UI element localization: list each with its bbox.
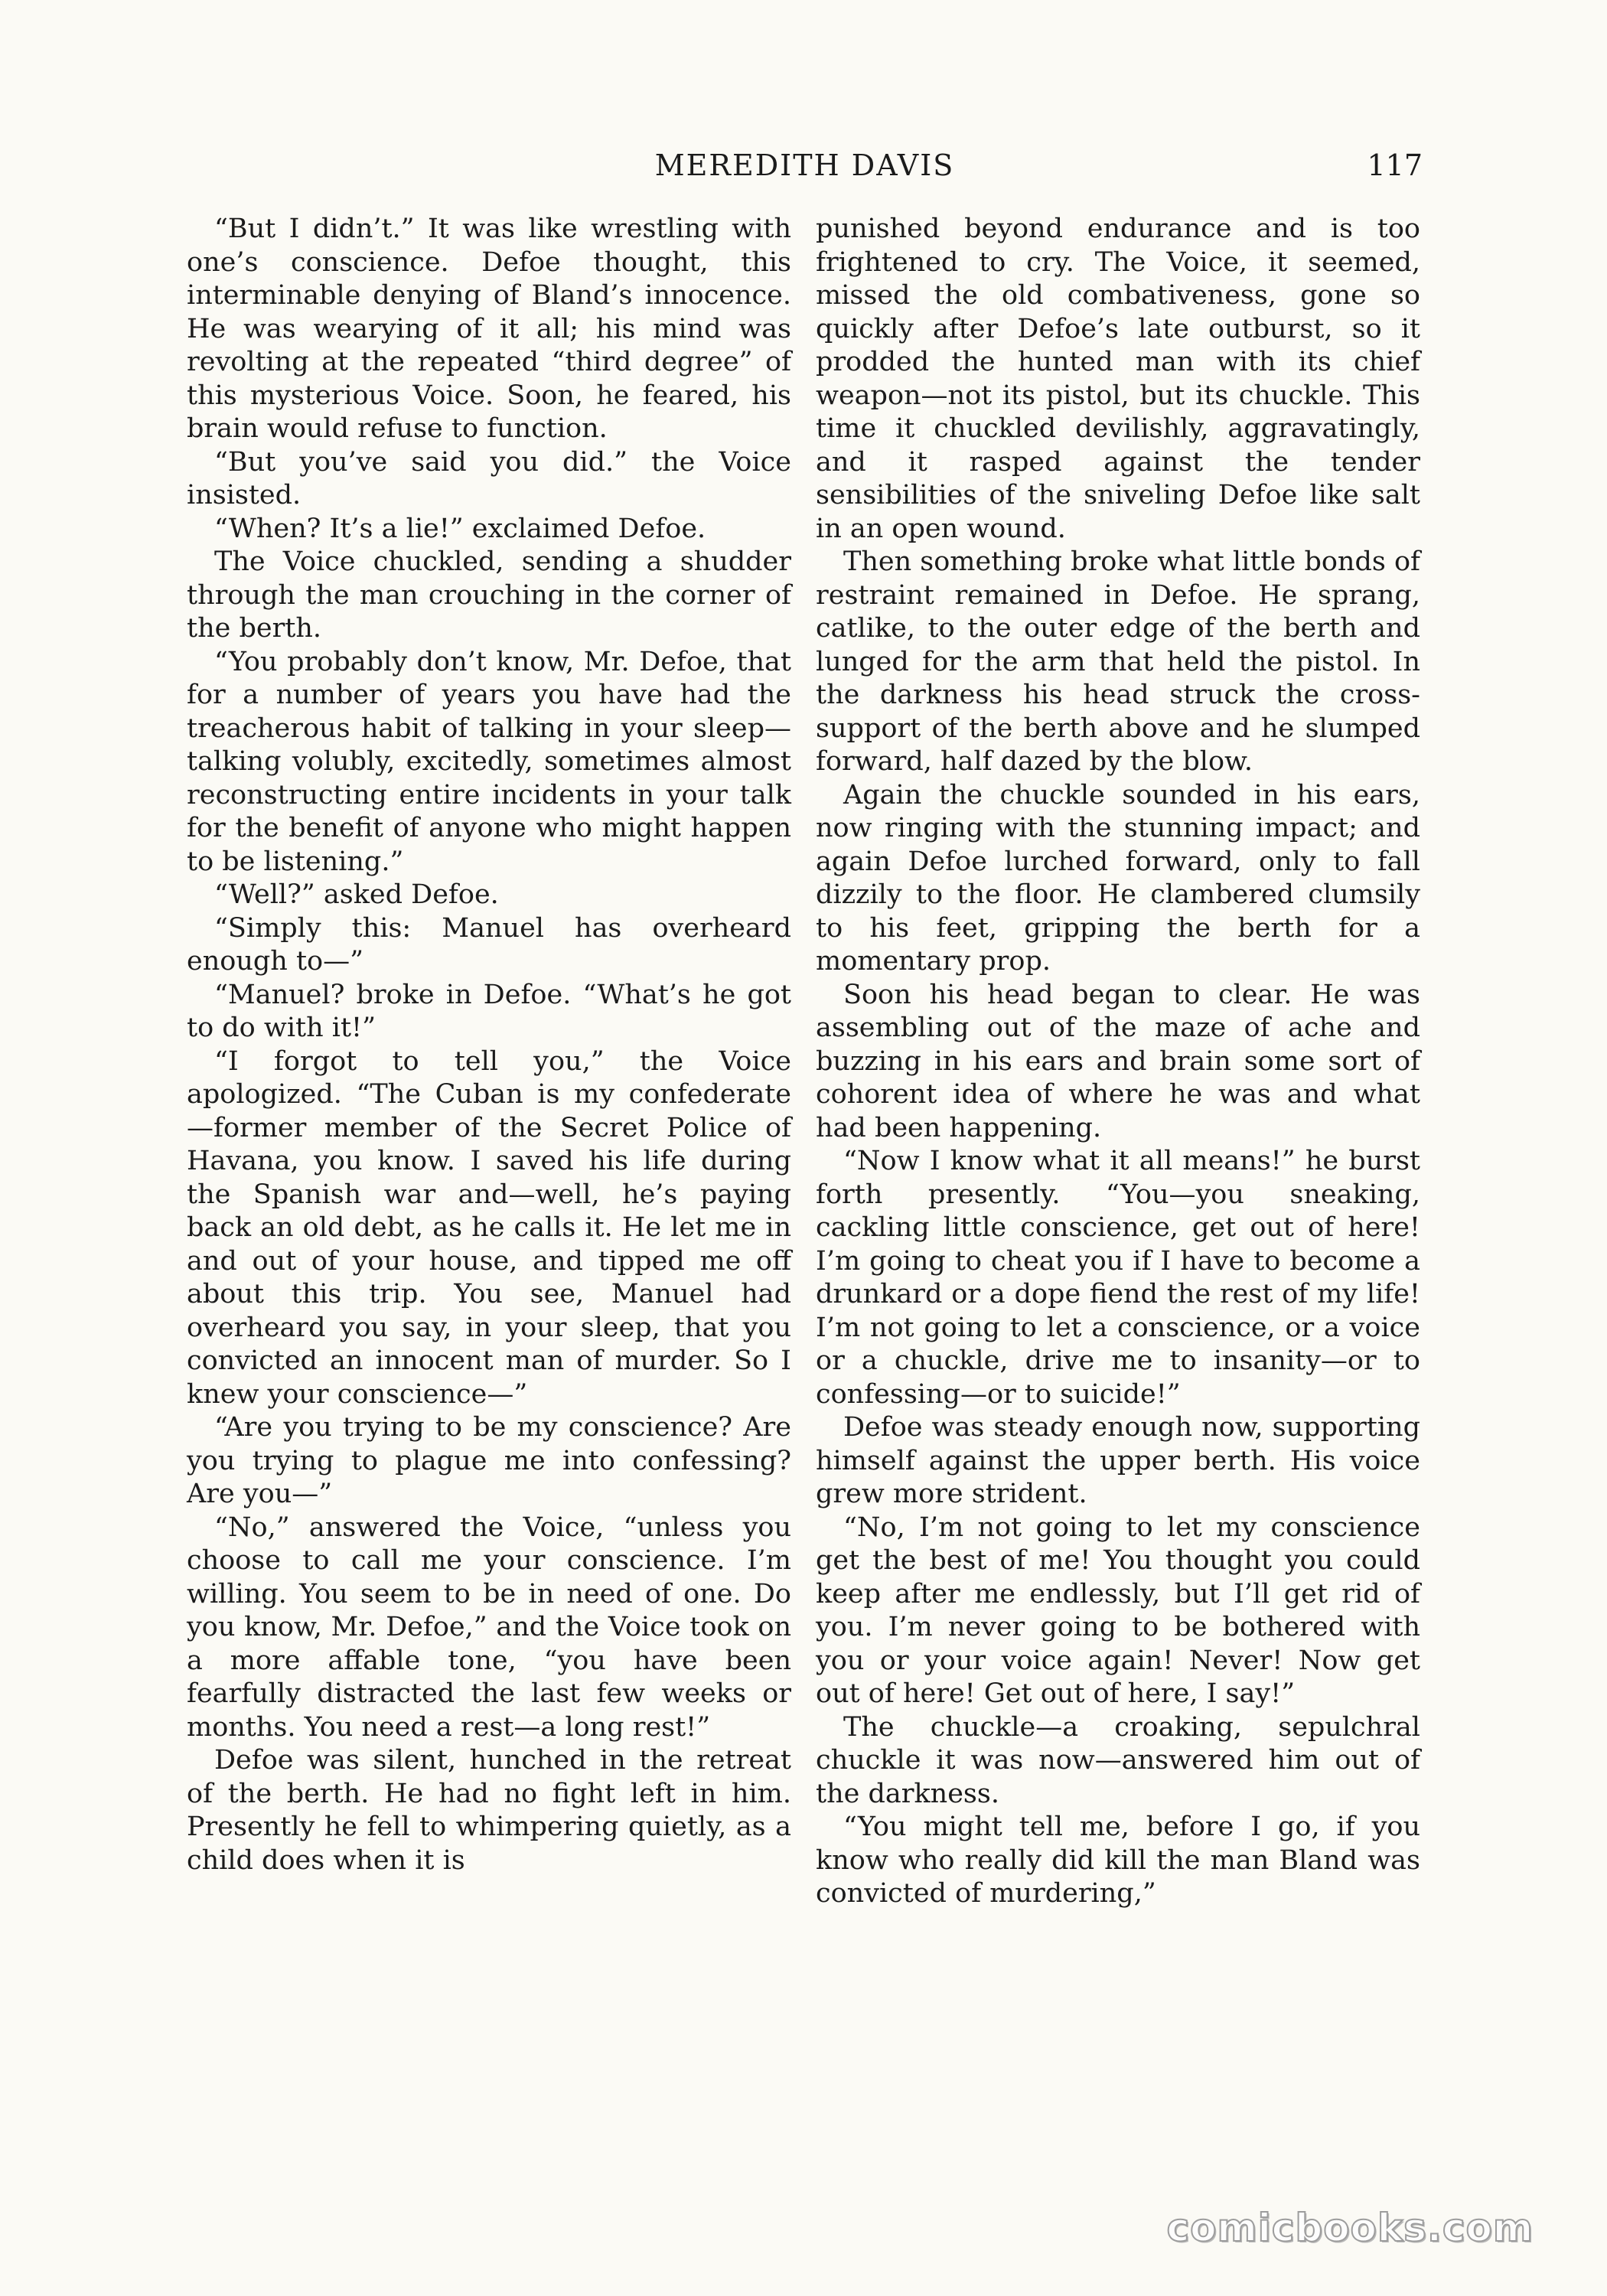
- paragraph: “No, I’m not going to let my conscience get the best of me! You thought you could keep after me endlessly, but I’ll get rid of you. I’m never going to be bothered with you or your voice again! Never! Now get out of here! Get out of here, I say!”: [816, 1512, 1420, 1709]
- left-text-column: [187, 213, 791, 2050]
- paragraph: Defoe was silent, hunched in the retreat of the berth. He had no fight left in him. Presently he fell to whimpering quietly, as a child does when it is: [187, 1745, 791, 1876]
- paragraph: Soon his head began to clear. He was assembling out of the maze of ache and buzzing in his ears and brain some sort of cohorent idea of where he was and what had been happening.: [816, 979, 1420, 1143]
- paragraph: “But you’ve said you did.” the Voice insisted.: [187, 446, 791, 510]
- watermark-logo: comicbooks.com: [1166, 2206, 1534, 2250]
- paragraph: “You probably don’t know, Mr. Defoe, that for a number of years you have had the treacherous habit of talking in your sleep—talking volubly, excitedly, sometimes almost reconstructing entire incidents in your talk for the benefit of anyone who might happen to be listening.”: [187, 646, 791, 877]
- paragraph: “I forgot to tell you,” the Voice apologized. “The Cuban is my confederate —former member of the Secret Police of Havana, you know. I saved his life during the Spanish war and—well, he’s paying back an old debt, as he calls it. He let me in and out of your house, and tipped me off about this trip. You see, Manuel had overheard you say, in your sleep, that you convicted an innocent man of murder. So I knew your conscience—”: [187, 1045, 791, 1410]
- page-title: MEREDITH DAVIS: [654, 148, 955, 182]
- paragraph: “When? It’s a lie!” exclaimed Defoe.: [214, 513, 706, 544]
- paragraph: “But I didn’t.” It was like wrestling with one’s conscience. Defoe thought, this interminable denying of Bland’s innocence. He was wearying of it all; his mind was revolting at the repeated “third degree” of this mysterious Voice. Soon, he feared, his brain would refuse to function.: [187, 214, 791, 444]
- running-head: [187, 142, 1423, 188]
- paragraph: The chuckle—a croaking, sepulchral chuckle it was now—answered him out of the darkness.: [816, 1711, 1420, 1809]
- right-text-column: [816, 213, 1420, 2050]
- paragraph: Then something broke what little bonds of restraint remained in Defoe. He sprang, catlike, to the outer edge of the berth and lunged for the arm that held the pistol. In the darkness his head struck the cross-support of the berth above and he slumped forward, half dazed by the blow.: [816, 546, 1420, 777]
- paragraph: “No,” answered the Voice, “unless you choose to call me your conscience. I’m willing. You seem to be in need of one. Do you know, Mr. Defoe,” and the Voice took on a more affable tone, “you have been fearfully distracted the last few weeks or months. You need a rest—a long rest!”: [187, 1512, 791, 1743]
- paragraph: “You might tell me, before I go, if you know who really did kill the man Bland was convicted of murdering,”: [816, 1812, 1420, 1909]
- page-number: 117: [1367, 148, 1423, 182]
- paragraph-continued: punished beyond endurance and is too frightened to cry. The Voice, it seemed, missed the old combativeness, gone so quickly after Defoe’s late outburst, so it prodded the hunted man with its chief weapon—not its pistol, but its chuckle. This time it chuckled devilishly, aggravatingly, and it rasped against the tender sensibilities of the sniveling Defoe like salt in an open wound.: [816, 214, 1420, 544]
- paragraph: “Well?” asked Defoe.: [214, 879, 499, 910]
- paragraph: “Simply this: Manuel has overheard enough to—”: [187, 912, 791, 977]
- paragraph: “Now I know what it all means!” he burst forth presently. “You—you sneaking, cackling little conscience, get out of here! I’m going to cheat you if I have to become a drunkard or a dope fiend the rest of my life! I’m not going to let a conscience, or a voice or a chuckle, drive me to insanity—or to confessing—or to suicide!”: [816, 1146, 1420, 1410]
- paragraph: “Are you trying to be my conscience? Are you trying to plague me into confessing? Are you—”: [187, 1412, 791, 1509]
- paragraph: Again the chuckle sounded in his ears, now ringing with the stunning impact; and again Defoe lurched forward, only to fall dizzily to the floor. He clambered clumsily to his feet, gripping the berth for a momentary prop.: [816, 779, 1420, 977]
- paragraph: The Voice chuckled, sending a shudder through the man crouching in the corner of the berth.: [187, 546, 791, 644]
- paragraph: Defoe was steady enough now, supporting himself against the upper berth. His voice grew more strident.: [816, 1412, 1420, 1509]
- paragraph: “Manuel? broke in Defoe. “What’s he got to do with it!”: [187, 979, 791, 1043]
